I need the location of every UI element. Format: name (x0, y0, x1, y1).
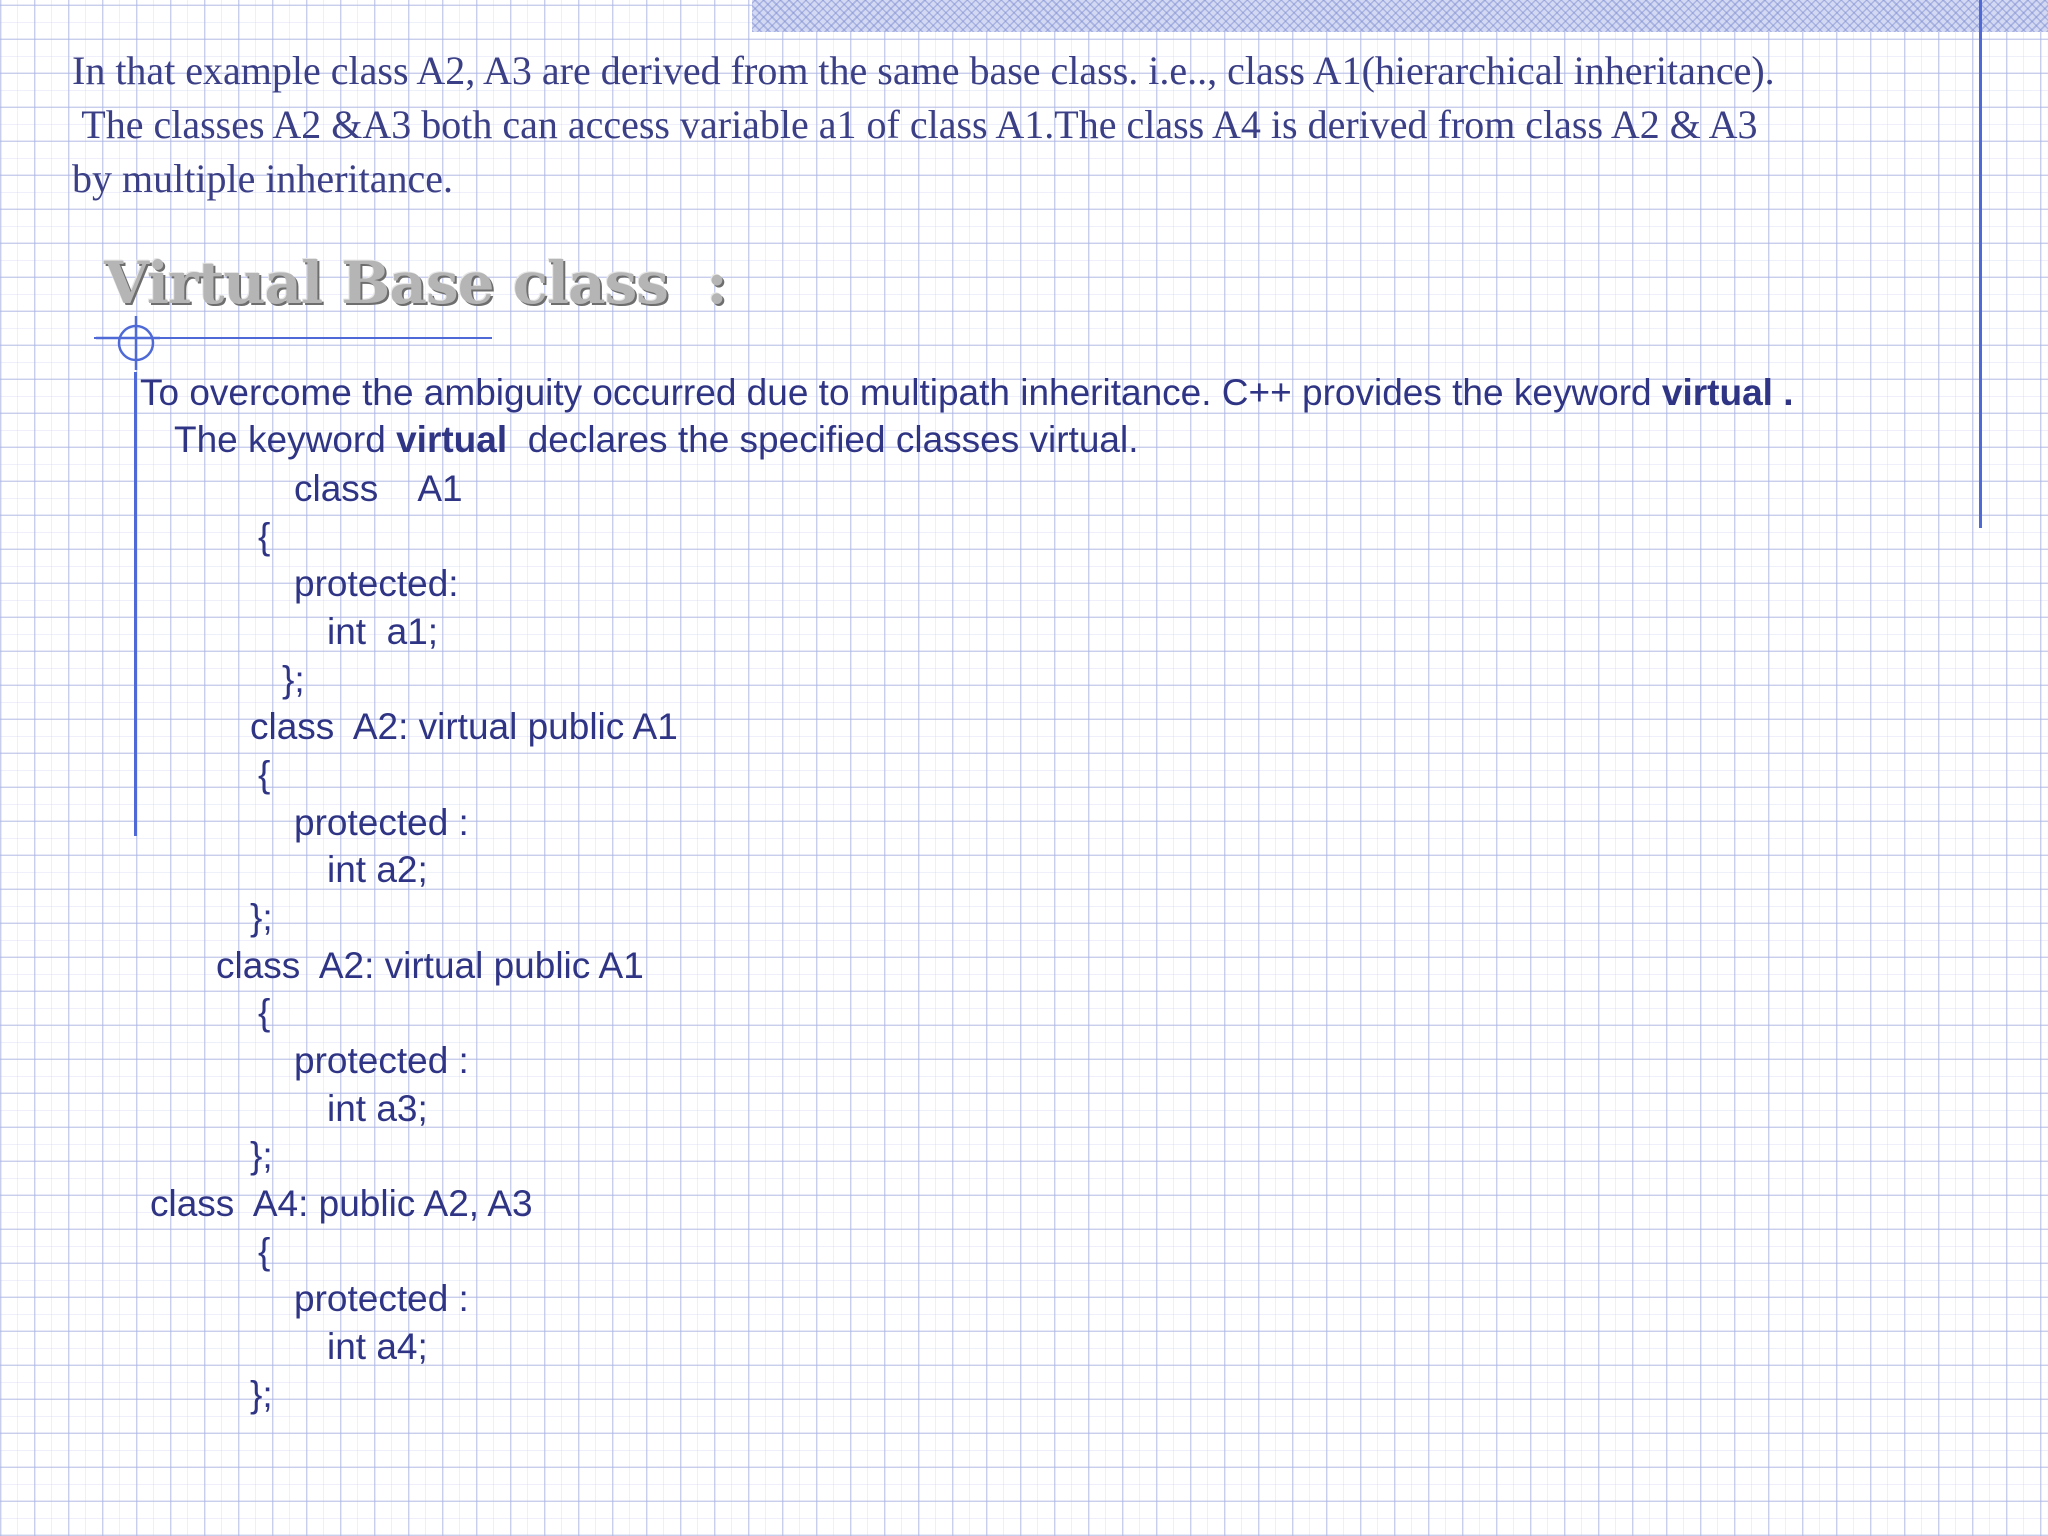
intro-line-2: The classes A2 &A3 both can access variable a1 of class A1.The class A4 is derived from class A2 & A3 (72, 102, 1758, 147)
virtual-keyword-inline: virtual (396, 419, 508, 460)
code-line: class A2: virtual public A1 (216, 945, 644, 986)
top-decorative-band (752, 0, 2048, 32)
section-heading: Virtual Base class : (104, 249, 727, 317)
code-line: { (258, 1231, 271, 1272)
code-line: class A1 (294, 468, 463, 509)
intro-line-1: In that example class A2, A3 are derived from the same base class. i.e.., class A1(hierarchical inheritance). (72, 48, 1775, 93)
right-accent-line (1979, 0, 1982, 528)
code-line: protected : (294, 802, 469, 843)
virtual-description-suffix: declares the specified classes virtual. (507, 419, 1139, 460)
code-line: class A4: public A2, A3 (150, 1183, 533, 1224)
code-line: }; (282, 659, 305, 700)
virtual-description-line-2 (174, 417, 1139, 463)
virtual-description-line-1 (140, 370, 1794, 416)
code-line: }; (250, 1374, 273, 1415)
code-line: protected : (294, 1040, 469, 1081)
virtual-keyword: virtual . (1661, 372, 1794, 413)
virtual-description-text: To overcome the ambiguity occurred due to multipath inheritance. C++ provides the keyword (140, 372, 1662, 413)
code-line: int a4; (327, 1326, 428, 1367)
code-line: { (258, 754, 271, 795)
code-line: { (258, 516, 271, 557)
code-line: }; (250, 1135, 273, 1176)
code-line: int a2; (327, 849, 428, 890)
code-line: int a3; (327, 1088, 428, 1129)
code-line: protected : (294, 1278, 469, 1319)
code-line: int a1; (327, 611, 439, 652)
code-line: protected: (294, 563, 459, 604)
intro-paragraph (72, 44, 1972, 206)
code-line: class A2: virtual public A1 (250, 706, 678, 747)
virtual-description-prefix: The keyword (174, 419, 397, 460)
left-accent-line (134, 372, 137, 836)
code-line: }; (250, 897, 273, 938)
crosshair-icon (96, 316, 160, 370)
code-line: { (258, 992, 271, 1033)
intro-line-3: by multiple inheritance. (72, 156, 453, 201)
